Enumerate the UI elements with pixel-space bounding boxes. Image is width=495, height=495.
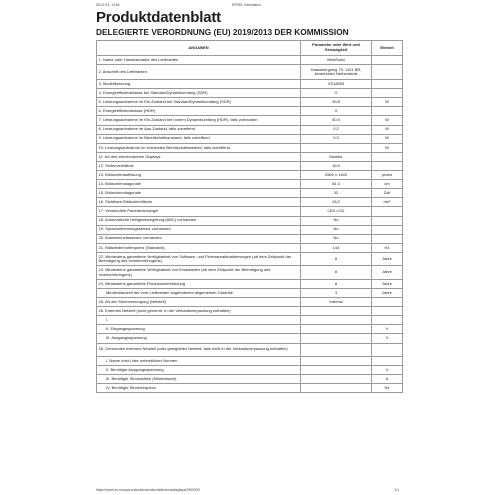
row-label: 11. Art des electronischen Displays bbox=[97, 152, 301, 161]
row-label: 25. Art der Stromversorgung (Netzteil) bbox=[97, 298, 301, 307]
table-row bbox=[97, 207, 403, 216]
table-row bbox=[97, 384, 403, 393]
row-label: 26. Genormtes externes Netzteil (oder geeignetes Netzteil, falls nicht in der Verkaufsverpackung enthalten) bbox=[97, 343, 301, 357]
row-value bbox=[301, 143, 372, 152]
table-row bbox=[97, 343, 403, 357]
row-unit bbox=[372, 225, 403, 234]
table-row bbox=[97, 143, 403, 152]
row-label: 13. Bildschirmauflösung bbox=[97, 171, 301, 180]
table-row bbox=[97, 316, 403, 325]
row-unit bbox=[372, 80, 403, 89]
table-row bbox=[97, 134, 403, 143]
table-row bbox=[97, 288, 403, 297]
row-unit: Jahre bbox=[372, 288, 403, 297]
row-label: 2. Anschrift des Lieferanten bbox=[97, 65, 301, 80]
row-value: 144 bbox=[301, 243, 372, 252]
table-row bbox=[97, 189, 403, 198]
table-row bbox=[97, 116, 403, 125]
row-value: 0.2 bbox=[301, 125, 372, 134]
table-row bbox=[97, 89, 403, 98]
row-value bbox=[301, 366, 372, 375]
row-value: No bbox=[301, 225, 372, 234]
row-label: 14. Bildschirmdiagonale bbox=[97, 180, 301, 189]
table-row bbox=[97, 107, 403, 116]
row-value bbox=[301, 375, 372, 384]
row-value: G bbox=[301, 89, 372, 98]
row-value: 3 bbox=[301, 288, 372, 297]
row-unit: V bbox=[372, 334, 403, 343]
row-unit bbox=[372, 207, 403, 216]
row-unit: W bbox=[372, 98, 403, 107]
page-subtitle: DELEGIERTE VERORDNUNG (EU) 2019/2013 DER KOMMISSION bbox=[96, 27, 349, 37]
row-unit bbox=[372, 316, 403, 325]
row-label: 24. Mindestens garantierte Produktunterstützung bbox=[97, 279, 301, 288]
row-value: 28.2 bbox=[301, 198, 372, 207]
table-row bbox=[97, 325, 403, 334]
row-label: 10. Leistungsaufnahme im vernetzten Bereitschaftsbetrieb, falls zutreffend bbox=[97, 143, 301, 152]
row-unit bbox=[372, 161, 403, 170]
table-row bbox=[97, 152, 403, 161]
row-unit bbox=[372, 357, 403, 366]
row-label: 20. Anwesenheitssensor vorhanden bbox=[97, 234, 301, 243]
source-url: https://eprel.ec.europa.eu/screen/product/electronicdisplays/1500330 bbox=[96, 488, 200, 492]
row-label: 12. Seitenverhältnis bbox=[97, 161, 301, 170]
table-row bbox=[97, 216, 403, 225]
row-label: 19. Spracherkennungssensor vorhanden bbox=[97, 225, 301, 234]
row-label: 23. Mindestens garantierte Verfügbarkeit von Ersatzteilen (ab dem Zeitpunkt der Beendigung des Inverkehrbringens) bbox=[97, 266, 301, 280]
row-unit: W bbox=[372, 125, 403, 134]
row-value: LED LCD bbox=[301, 207, 372, 216]
row-unit: pixels bbox=[372, 171, 403, 180]
row-value: 39.8 bbox=[301, 98, 372, 107]
row-unit bbox=[372, 234, 403, 243]
row-label: Mindestlaufzeit der vom Lieferanten angebotenen allgemeinen Garantie bbox=[97, 288, 301, 297]
table-row bbox=[97, 161, 403, 170]
row-value: ViewSonic bbox=[301, 56, 372, 65]
row-unit: dm² bbox=[372, 198, 403, 207]
table-row bbox=[97, 56, 403, 65]
row-label: I. Name oder Liste unterstützter Normen bbox=[97, 357, 301, 366]
table-row bbox=[97, 180, 403, 189]
row-value: 16:9 bbox=[301, 161, 372, 170]
table-body bbox=[97, 56, 403, 393]
row-value: No bbox=[301, 216, 372, 225]
row-value: Monitor bbox=[301, 152, 372, 161]
table-row bbox=[97, 366, 403, 375]
row-unit: Hz bbox=[372, 243, 403, 252]
column-header-angaben: ANGABEN bbox=[97, 41, 301, 56]
row-label: IV. Benötigte Stromfrequenz bbox=[97, 384, 301, 393]
row-unit bbox=[372, 343, 403, 357]
row-label: 8. Leistungsaufnahme im Aus-Zustand, falls zutreffend bbox=[97, 125, 301, 134]
row-unit bbox=[372, 216, 403, 225]
product-data-table bbox=[96, 40, 403, 393]
row-value: 8 bbox=[301, 279, 372, 288]
row-value: 0.3 bbox=[301, 134, 372, 143]
row-value bbox=[301, 357, 372, 366]
row-label: 6. Energieeffizienzklasse (HDR) bbox=[97, 107, 301, 116]
row-unit bbox=[372, 298, 403, 307]
row-value: 50.5 bbox=[301, 116, 372, 125]
row-label: 22. Mindestens garantierte Verfügbarkeit von Software- und Firmwareaktualisierungen (ab dem Zeitpunkt der Beendigung des Inverkehrbringens) bbox=[97, 252, 301, 266]
row-value bbox=[301, 316, 372, 325]
table-row bbox=[97, 198, 403, 207]
row-unit bbox=[372, 56, 403, 65]
row-unit bbox=[372, 65, 403, 80]
table-row bbox=[97, 357, 403, 366]
table-row bbox=[97, 252, 403, 266]
row-value bbox=[301, 307, 372, 316]
row-unit: W bbox=[372, 116, 403, 125]
table-row bbox=[97, 80, 403, 89]
row-unit: Jahre bbox=[372, 266, 403, 280]
row-unit bbox=[372, 107, 403, 116]
row-label: II. Benötigte Ausgangsspannung bbox=[97, 366, 301, 375]
table-header-row bbox=[97, 41, 403, 56]
table-row bbox=[97, 375, 403, 384]
table-row bbox=[97, 234, 403, 243]
row-label: III. Ausgangsspannung bbox=[97, 334, 301, 343]
table-row bbox=[97, 279, 403, 288]
page-title: Produktdatenblatt bbox=[96, 9, 221, 26]
row-value: 81.3 bbox=[301, 180, 372, 189]
row-label: 1. Name oder Handelsmarke des Lieferanten bbox=[97, 56, 301, 65]
row-label: III. Benötigte Stromstärke (Mindestwert) bbox=[97, 375, 301, 384]
row-unit: A bbox=[372, 375, 403, 384]
row-label: 9. Leistungsaufnahme im Bereitschaftszustand, falls zutreffend bbox=[97, 134, 301, 143]
row-unit: cm bbox=[372, 180, 403, 189]
table-row bbox=[97, 298, 403, 307]
row-label: 16. Sichtbare Bildschirmfläche bbox=[97, 198, 301, 207]
row-label: 4. Energieeffizienzklasse bei StandardDynamikumfang (SDR) bbox=[97, 89, 301, 98]
page-number: 1/1 bbox=[394, 488, 399, 492]
row-value bbox=[301, 325, 372, 334]
row-value: G bbox=[301, 107, 372, 116]
row-value bbox=[301, 343, 372, 357]
table-row bbox=[97, 334, 403, 343]
column-header-value: Parameter oder Wert und Genauigkeit bbox=[301, 41, 372, 56]
row-unit: Hz bbox=[372, 384, 403, 393]
row-label: 18. Automatische Helligkeitsregelung (ABC) vorhanden bbox=[97, 216, 301, 225]
table-row bbox=[97, 98, 403, 107]
row-value: Haaksbergweg 75, 1101 BR, Amsterdam Netherlands bbox=[301, 65, 372, 80]
table-row bbox=[97, 171, 403, 180]
row-value: 8 bbox=[301, 266, 372, 280]
table-row bbox=[97, 243, 403, 252]
print-timestamp: 06.02.23, 14:54 bbox=[96, 3, 120, 7]
row-label: 17. Verwendete Paneltechnologie bbox=[97, 207, 301, 216]
row-unit: Zoll bbox=[372, 189, 403, 198]
table-row bbox=[97, 65, 403, 80]
table-row bbox=[97, 266, 403, 280]
table-row bbox=[97, 125, 403, 134]
column-header-unit: Einheit bbox=[372, 41, 403, 56]
row-value: Internal bbox=[301, 298, 372, 307]
row-unit: W bbox=[372, 143, 403, 152]
row-unit: Jahre bbox=[372, 252, 403, 266]
row-label: 15. Bildschirmdiagonale bbox=[97, 189, 301, 198]
row-value bbox=[301, 334, 372, 343]
table-row bbox=[97, 225, 403, 234]
row-label: II. Eingangsspannung bbox=[97, 325, 301, 334]
row-value: 2560 x 1440 bbox=[301, 171, 372, 180]
row-label: 7. Leistungsaufnahme im Ein-Zustand bei hohem Dynamikumfang (HDR), falls vorhanden bbox=[97, 116, 301, 125]
row-unit: W bbox=[372, 134, 403, 143]
row-label: 3. Modellkennung bbox=[97, 80, 301, 89]
table-row bbox=[97, 307, 403, 316]
row-value: 32 bbox=[301, 189, 372, 198]
row-unit: Jahre bbox=[372, 279, 403, 288]
row-unit bbox=[372, 152, 403, 161]
row-label: 5. Leistungsaufnahme im Ein-Zustand bei StandardDynamikumfang (SDR) bbox=[97, 98, 301, 107]
print-header-title: EPREL Information bbox=[232, 3, 261, 7]
row-value bbox=[301, 384, 372, 393]
row-unit: V bbox=[372, 366, 403, 375]
row-unit bbox=[372, 307, 403, 316]
row-unit bbox=[372, 89, 403, 98]
row-label: I. bbox=[97, 316, 301, 325]
row-value: 8 bbox=[301, 252, 372, 266]
row-label: 26. Externes Netzteil (nicht genormt, in der Verkaufsverpackung enthalten) bbox=[97, 307, 301, 316]
row-label: 21. Bildwiederholfrequenz (Standard) bbox=[97, 243, 301, 252]
row-value: No bbox=[301, 234, 372, 243]
row-value: VS18553 bbox=[301, 80, 372, 89]
row-unit: V bbox=[372, 325, 403, 334]
